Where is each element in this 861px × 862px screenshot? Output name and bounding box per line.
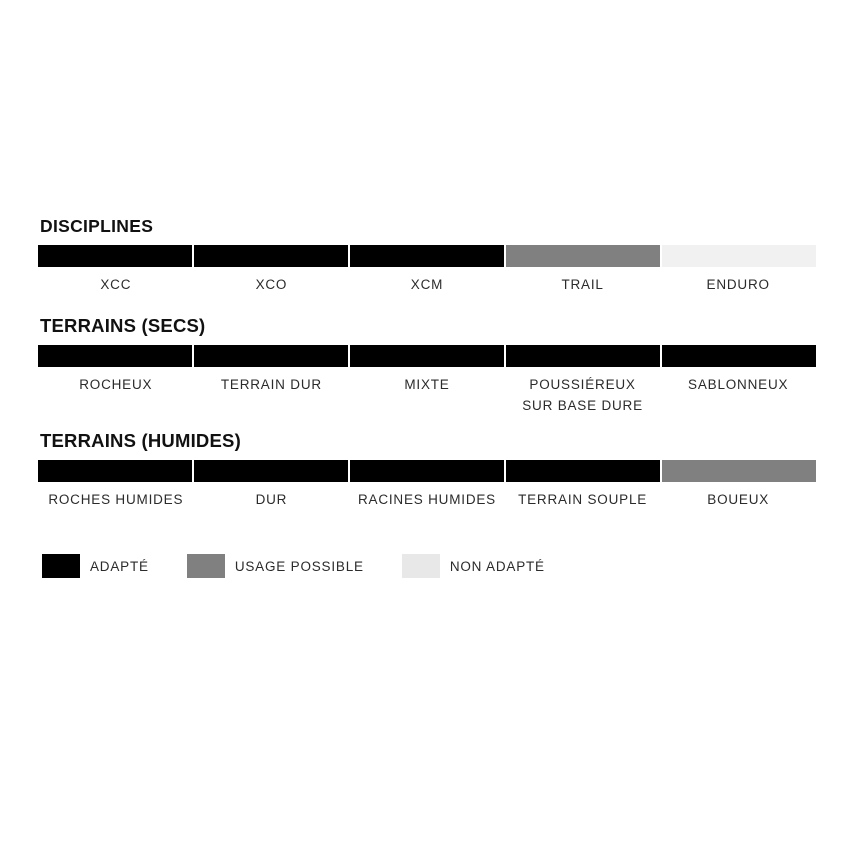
section-title-disciplines: DISCIPLINES xyxy=(40,216,154,236)
category-label: ENDURO xyxy=(706,277,770,292)
bar-cell xyxy=(38,245,194,267)
bar-cell xyxy=(38,460,194,482)
category-label: XCO xyxy=(255,277,288,292)
legend xyxy=(42,554,818,578)
bar-cell xyxy=(350,460,506,482)
bar-row-terrains-secs xyxy=(38,345,816,367)
label-row-terrains-humides xyxy=(38,489,816,510)
legend-item xyxy=(42,554,149,578)
category-label: ROCHEUX xyxy=(79,377,153,392)
category-label: ROCHES HUMIDES xyxy=(48,492,184,507)
compatibility-chart xyxy=(38,216,818,578)
legend-swatch-non-adapte xyxy=(402,554,440,578)
category-label: XCM xyxy=(410,277,444,292)
section-title-terrains-humides: TERRAINS (HUMIDES) xyxy=(40,430,241,451)
category-label: POUSSIÉREUX SUR BASE DURE xyxy=(522,377,643,413)
legend-label: USAGE POSSIBLE xyxy=(234,558,364,574)
category-label: DUR xyxy=(255,492,288,507)
legend-item xyxy=(187,554,364,578)
category-label: SABLONNEUX xyxy=(688,377,789,392)
section-terrains-humides xyxy=(38,430,818,510)
bar-cell xyxy=(194,245,350,267)
category-label: TRAIL xyxy=(561,277,604,292)
section-terrains-secs xyxy=(38,315,818,416)
legend-swatch-adapte xyxy=(42,554,80,578)
bar-cell xyxy=(506,460,662,482)
category-label: BOUEUX xyxy=(707,492,770,507)
bar-cell xyxy=(194,460,350,482)
label-row-terrains-secs xyxy=(38,374,816,416)
category-label: XCC xyxy=(100,277,132,292)
legend-item xyxy=(402,554,545,578)
legend-swatch-usage-possible xyxy=(187,554,225,578)
bar-cell xyxy=(662,245,816,267)
section-disciplines xyxy=(38,216,818,295)
bar-cell xyxy=(506,245,662,267)
legend-label: ADAPTÉ xyxy=(90,558,149,574)
bar-cell xyxy=(662,345,816,367)
category-label: TERRAIN DUR xyxy=(220,377,322,392)
section-title-terrains-secs: TERRAINS (SECS) xyxy=(40,315,206,336)
category-label: MIXTE xyxy=(404,377,450,392)
bar-cell xyxy=(506,345,662,367)
bar-cell xyxy=(662,460,816,482)
legend-label: NON ADAPTÉ xyxy=(449,558,545,574)
bar-row-disciplines xyxy=(38,245,816,267)
bar-cell xyxy=(194,345,350,367)
bar-cell xyxy=(350,345,506,367)
category-label: RACINES HUMIDES xyxy=(357,492,496,507)
label-row-disciplines xyxy=(38,274,816,295)
bar-cell xyxy=(350,245,506,267)
category-label: TERRAIN SOUPLE xyxy=(518,492,648,507)
bar-row-terrains-humides xyxy=(38,460,816,482)
bar-cell xyxy=(38,345,194,367)
